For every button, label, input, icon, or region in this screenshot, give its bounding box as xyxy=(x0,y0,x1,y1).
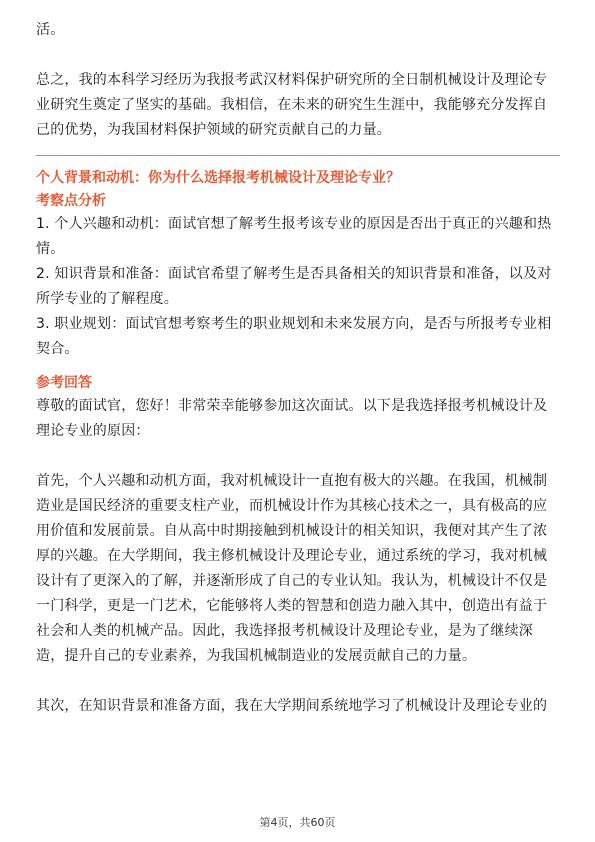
intro-tail: 活。 xyxy=(36,22,65,38)
answer-paragraph-second: 其次，在知识背景和准备方面，我在大学期间系统地学习了机械设计及理论专业的 xyxy=(36,698,548,714)
document-body xyxy=(36,18,560,719)
interview-question: 个人背景和动机：你为什么选择报考机械设计及理论专业？ xyxy=(36,170,400,186)
answer-heading: 参考回答 xyxy=(36,375,92,391)
analysis-point-2: 2. 知识背景和准备：面试官希望了解考生是否具备相关的知识背景和准备，以及对所学专业的了解程度。 xyxy=(36,266,552,307)
page-number: 第4页，共60页 xyxy=(259,816,336,829)
answer-paragraph-first: 首先，个人兴趣和动机方面，我对机械设计一直抱有极大的兴趣。在我国，机械制造业是国民经济的重要支柱产业，而机械设计作为其核心技术之一，具有极高的应用价值和发展前景。自从高中时期接触到机械设计的相关知识，我便对其产生了浓厚的兴趣。在大学期间，我主修机械设计及理论专业，通过系统的学习，我对机械设计有了更深入的了解，并逐渐形成了自己的专业认知。我认为，机械设计不仅是一门科学，更是一门艺术，它能够将人类的智慧和创造力融入其中，创造出有益于社会和人类的机械产品。因此，我选择报考机械设计及理论专业，是为了继续深造，提升自己的专业素养，为我国机械制造业的发展贡献自己的力量。 xyxy=(36,473,548,664)
analysis-point-3: 3. 职业规划：面试官想考察考生的职业规划和未来发展方向，是否与所报考专业相契合。 xyxy=(36,316,552,357)
conclusion-paragraph: 总之，我的本科学习经历为我报考武汉材料保护研究所的全日制机械设计及理论专业研究生奠定了坚实的基础。我相信，在未来的研究生生涯中，我能够充分发挥自己的优势，为我国材料保护领域的研究贡献自己的力量。 xyxy=(36,72,548,138)
analysis-point-1: 1. 个人兴趣和动机：面试官想了解考生报考该专业的原因是否出于真正的兴趣和热情。 xyxy=(36,216,552,257)
section-divider xyxy=(36,155,560,156)
answer-opening: 尊敬的面试官，您好！非常荣幸能够参加这次面试。以下是我选择报考机械设计及理论专业的原因： xyxy=(36,398,548,439)
analysis-heading: 考察点分析 xyxy=(36,193,106,209)
